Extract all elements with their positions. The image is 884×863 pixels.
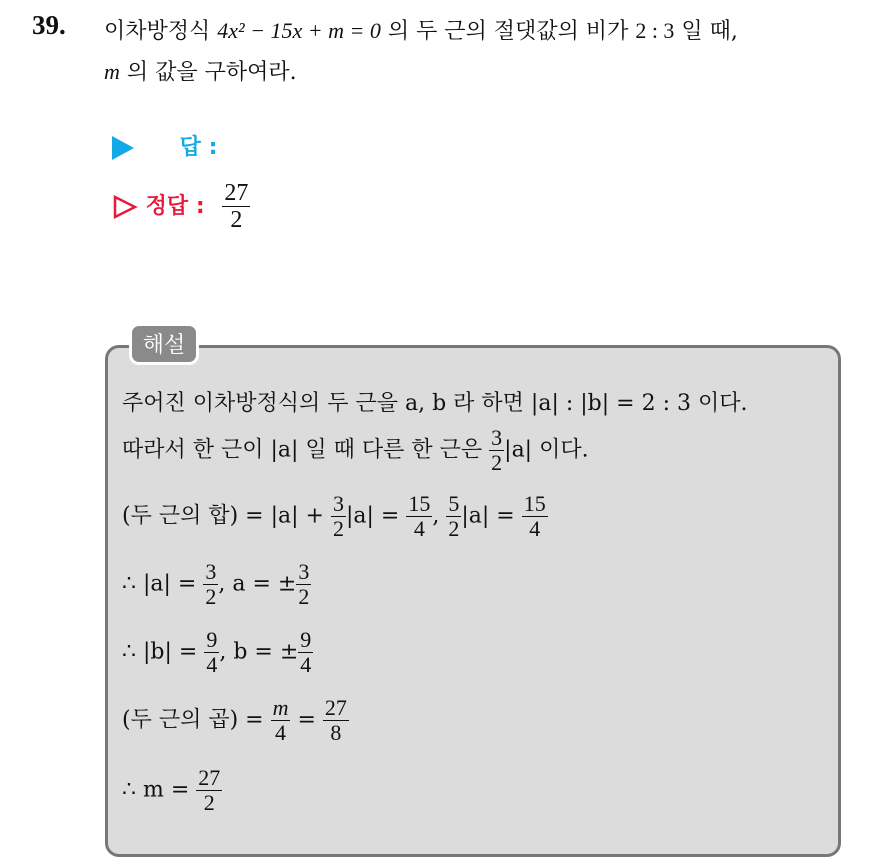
fraction-denominator: 2 [491,450,503,476]
fraction-denominator: 2 [203,790,215,816]
explanation-line-3 [122,492,548,541]
fraction-numerator: 9 [206,627,218,652]
play-triangle-icon [112,136,134,160]
text: |a| 이다. [504,437,589,463]
fraction-numerator: 15 [408,491,431,516]
explanation-line-7 [122,766,222,815]
fraction-numerator: 5 [448,491,460,516]
text: ∴ |a| = [122,571,204,597]
fraction-denominator: 4 [206,652,218,678]
fraction-denominator: 4 [275,720,287,746]
question-text: 의 두 근의 절댓값의 비가 [380,19,636,44]
answer-label: 답 : [179,135,218,160]
outline-triangle-icon [112,194,138,220]
fraction-denominator: 2 [332,516,344,542]
fraction [446,492,461,541]
fraction [296,560,311,609]
fraction-denominator: 4 [529,516,541,542]
question-text: 일 때, [674,19,738,44]
fraction [271,696,291,745]
text: , b = ± [219,639,299,665]
question-variable: m [104,59,120,84]
text: , a = ± [218,571,297,597]
correct-answer-label: 정답 : [145,193,205,219]
fraction-denominator: 2 [298,584,310,610]
explanation-tag: 해설 [129,323,199,365]
correct-answer-row [112,180,250,234]
fraction-numerator: 3 [298,559,310,584]
fraction-denominator: 2 [448,516,460,542]
fraction [298,628,313,677]
question-ratio: 2 : 3 [635,18,675,43]
text: (두 근의 곱) = [122,707,271,733]
explanation-line-2 [122,426,589,475]
fraction-denominator: 2 [230,207,243,234]
text: |a| = [345,503,407,529]
fraction-numerator: 15 [523,491,546,516]
fraction-denominator: 4 [300,652,312,678]
fraction [204,628,219,677]
explanation-line-4 [122,560,311,609]
fraction [203,560,218,609]
explanation-line-6 [122,696,349,745]
fraction-numerator: 27 [198,765,221,790]
fraction-numerator: 3 [205,559,217,584]
fraction-numerator: 3 [491,425,503,450]
fraction-numerator: 3 [332,491,344,516]
fraction-denominator: 2 [205,584,217,610]
text: (두 근의 합) = |a| + [122,503,331,529]
fraction [489,426,504,475]
fraction-numerator: 9 [300,627,312,652]
text: , [432,503,447,529]
correct-answer-fraction [222,180,250,234]
answer-row [112,130,217,161]
text: ∴ m = [122,777,197,803]
text: = [290,707,323,733]
question-line-1 [104,14,738,45]
fraction [522,492,548,541]
fraction [331,492,346,541]
fraction [196,766,222,815]
fraction [323,696,349,745]
question-number: 39. [32,10,66,40]
text: ∴ |b| = [122,639,205,665]
explanation-line-1: 주어진 이차방정식의 두 근을 a, b 라 하면 |a| : |b| = 2 : 3 이다. [122,391,748,416]
question-text: 의 값을 구하여라. [119,60,297,85]
question-line-2 [104,55,297,86]
text: 따라서 한 근이 |a| 일 때 다른 한 근은 [122,437,490,463]
fraction-denominator: 8 [330,720,342,746]
question-equation: 4x² − 15x + m = 0 [217,18,381,43]
explanation-line-5 [122,628,313,677]
fraction-numerator: 27 [324,695,347,720]
fraction-denominator: 4 [413,516,425,542]
text: |a| = [461,503,522,529]
fraction-numerator: m [272,695,289,720]
question-text: 이차방정식 [104,19,218,44]
fraction-numerator: 27 [224,180,249,206]
fraction [406,492,432,541]
